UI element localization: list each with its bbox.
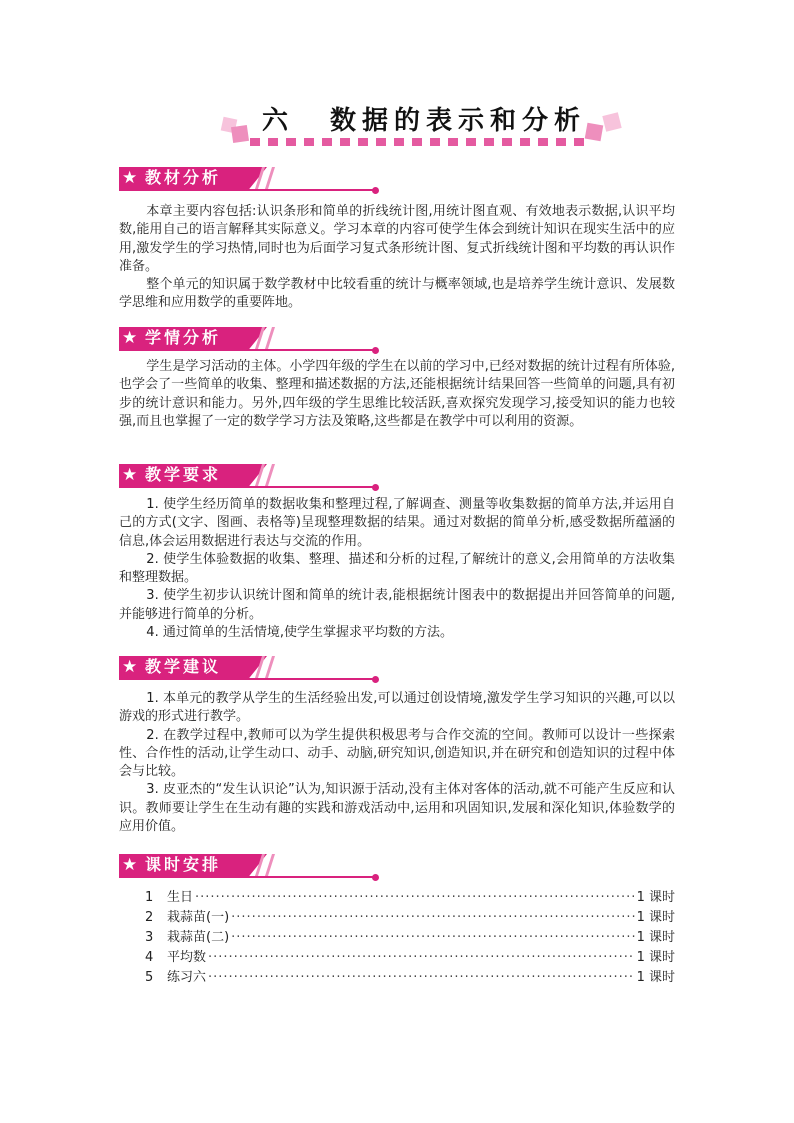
star-icon: ★ [122, 168, 138, 188]
decor-slash [265, 167, 275, 189]
list-item [145, 906, 675, 926]
item-number: 1 [145, 890, 154, 905]
chapter-title-text: 数据的表示和分析 [330, 106, 587, 136]
section-body-teaching-requirements [119, 496, 675, 642]
decor-square [585, 123, 604, 142]
decor-square [602, 112, 621, 131]
dot-leader [195, 890, 635, 905]
section-underline [119, 189, 374, 191]
section-dot [372, 874, 379, 881]
paragraph: 2. 在教学过程中,教师可以为学生提供积极思考与合作交流的空间。教师可以设计一些探索性、合作性的活动,让学生动口、动手、动脑,研究知识,创造知识,并在研究和创造知识的过程中体会与比较。 [119, 727, 675, 780]
decor-dash [358, 138, 368, 146]
decor-dash [286, 138, 296, 146]
decor-slash [265, 327, 275, 349]
section-title: 学情分析 [145, 328, 222, 347]
decor-dash [304, 138, 314, 146]
item-number: 2 [145, 910, 154, 925]
paragraph: 整个单元的知识属于数学教材中比较看重的统计与概率领域,也是培养学生统计意识、发展数学思维和应用数学的重要阵地。 [119, 277, 675, 311]
section-body-textbook-analysis [119, 203, 675, 313]
paragraph: 3. 皮亚杰的“发生认识论”认为,知识源于活动,没有主体对客体的活动,就不可能产生反应和认识。教师要让学生在生动有趣的实践和游戏活动中,运用和巩固知识,发展和深化知识,体验数学的应用价值。 [119, 782, 675, 835]
section-underline [119, 349, 374, 351]
section-title: 教学要求 [145, 465, 222, 484]
decor-dash [520, 138, 530, 146]
section-header-student-analysis [119, 327, 381, 349]
decor-dash [502, 138, 512, 146]
decor-dash [250, 138, 260, 146]
paragraph: 本章主要内容包括:认识条形和简单的折线统计图,用统计图直观、有效地表示数据,认识平均数,能用自己的语言解释其实际意义。学习本章的内容可使学生体会到统计知识在现实生活中的应用,激发学生的学习热情,同时也为后面学习复式条形统计图、复式折线统计图和平均数的再认识作准备。 [119, 204, 675, 274]
item-hours: 1 课时 [636, 950, 675, 965]
section-underline [119, 486, 374, 488]
dot-leader [208, 970, 635, 985]
item-name: 生日 [167, 890, 194, 905]
decor-dash [376, 138, 386, 146]
section-dot [372, 484, 379, 491]
item-hours: 1 课时 [636, 930, 675, 945]
lesson-schedule-list [145, 886, 675, 986]
decor-dash [322, 138, 332, 146]
dot-leader [231, 930, 634, 945]
decor-dash [538, 138, 548, 146]
section-header-teaching-suggestions [119, 656, 381, 678]
decor-slash [265, 656, 275, 678]
item-number: 5 [145, 970, 154, 985]
paragraph: 3. 使学生初步认识统计图和简单的统计表,能根据统计图表中的数据提出并回答简单的问题,并能够进行简单的分析。 [119, 588, 675, 622]
star-icon: ★ [122, 855, 138, 875]
section-underline [119, 678, 374, 680]
decor-dash [340, 138, 350, 146]
section-dot [372, 676, 379, 683]
section-title: 教学建议 [145, 657, 222, 676]
item-number: 3 [145, 930, 154, 945]
decor-dash [466, 138, 476, 146]
section-header-textbook-analysis [119, 167, 381, 189]
item-name: 栽蒜苗(二) [167, 930, 230, 945]
paragraph: 2. 使学生体验数据的收集、整理、描述和分析的过程,了解统计的意义,会用简单的方法收集和整理数据。 [119, 551, 675, 586]
decor-dash [412, 138, 422, 146]
section-title: 课时安排 [145, 855, 222, 874]
paragraph: 学生是学习活动的主体。小学四年级的学生在以前的学习中,已经对数据的统计过程有所体验,也学会了一些简单的收集、整理和描述数据的方法,还能根据统计结果回答一些简单的问题,具有初步的统计意识和能力。另外,四年级的学生思维比较活跃,喜欢探究发现学习,接受知识的能力也较强,而且也掌握了一定的数学学习方法及策略,这些都是在教学中可以利用的资源。 [119, 359, 675, 429]
item-hours: 1 课时 [636, 910, 675, 925]
decor-dash [430, 138, 440, 146]
paragraph: 4. 通过简单的生活情境,使学生掌握求平均数的方法。 [146, 625, 453, 641]
list-item [145, 926, 675, 946]
item-hours: 1 课时 [636, 970, 675, 985]
decor-dash [574, 138, 584, 146]
decor-dash [448, 138, 458, 146]
decor-dash [268, 138, 278, 146]
item-name: 栽蒜苗(一) [167, 910, 230, 925]
star-icon: ★ [122, 657, 138, 677]
page-title [262, 100, 586, 137]
item-number: 4 [145, 950, 154, 965]
list-item [145, 966, 675, 986]
star-icon: ★ [122, 465, 138, 485]
section-body-teaching-suggestions [119, 690, 675, 836]
section-dot [372, 347, 379, 354]
chapter-title-block [0, 98, 794, 158]
list-item [145, 886, 675, 906]
section-title: 教材分析 [145, 168, 222, 187]
item-hours: 1 课时 [636, 890, 675, 905]
list-item [145, 946, 675, 966]
paragraph: 1. 本单元的教学从学生的生活经验出发,可以通过创设情境,激发学生学习知识的兴趣,可以以游戏的形式进行教学。 [119, 691, 675, 725]
section-header-teaching-requirements [119, 464, 381, 486]
decor-slash [265, 854, 275, 876]
section-body-student-analysis [119, 358, 675, 431]
dot-leader [208, 950, 635, 965]
dot-leader [231, 910, 634, 925]
item-name: 平均数 [167, 950, 207, 965]
section-dot [372, 187, 379, 194]
chapter-number: 六 [262, 106, 295, 136]
decor-dash [394, 138, 404, 146]
paragraph: 1. 使学生经历简单的数据收集和整理过程,了解调查、测量等收集数据的简单方法,并运用自己的方式(文字、图画、表格等)呈现整理数据的结果。通过对数据的简单分析,感受数据所蕴涵的信息,体会运用数据进行表达与交流的作用。 [119, 497, 675, 549]
decor-slash [265, 464, 275, 486]
section-underline [119, 876, 374, 878]
item-name: 练习六 [167, 970, 207, 985]
star-icon: ★ [122, 328, 138, 348]
decor-square [231, 125, 249, 143]
section-header-lesson-schedule [119, 854, 381, 876]
decor-dash [556, 138, 566, 146]
decor-dash [484, 138, 494, 146]
